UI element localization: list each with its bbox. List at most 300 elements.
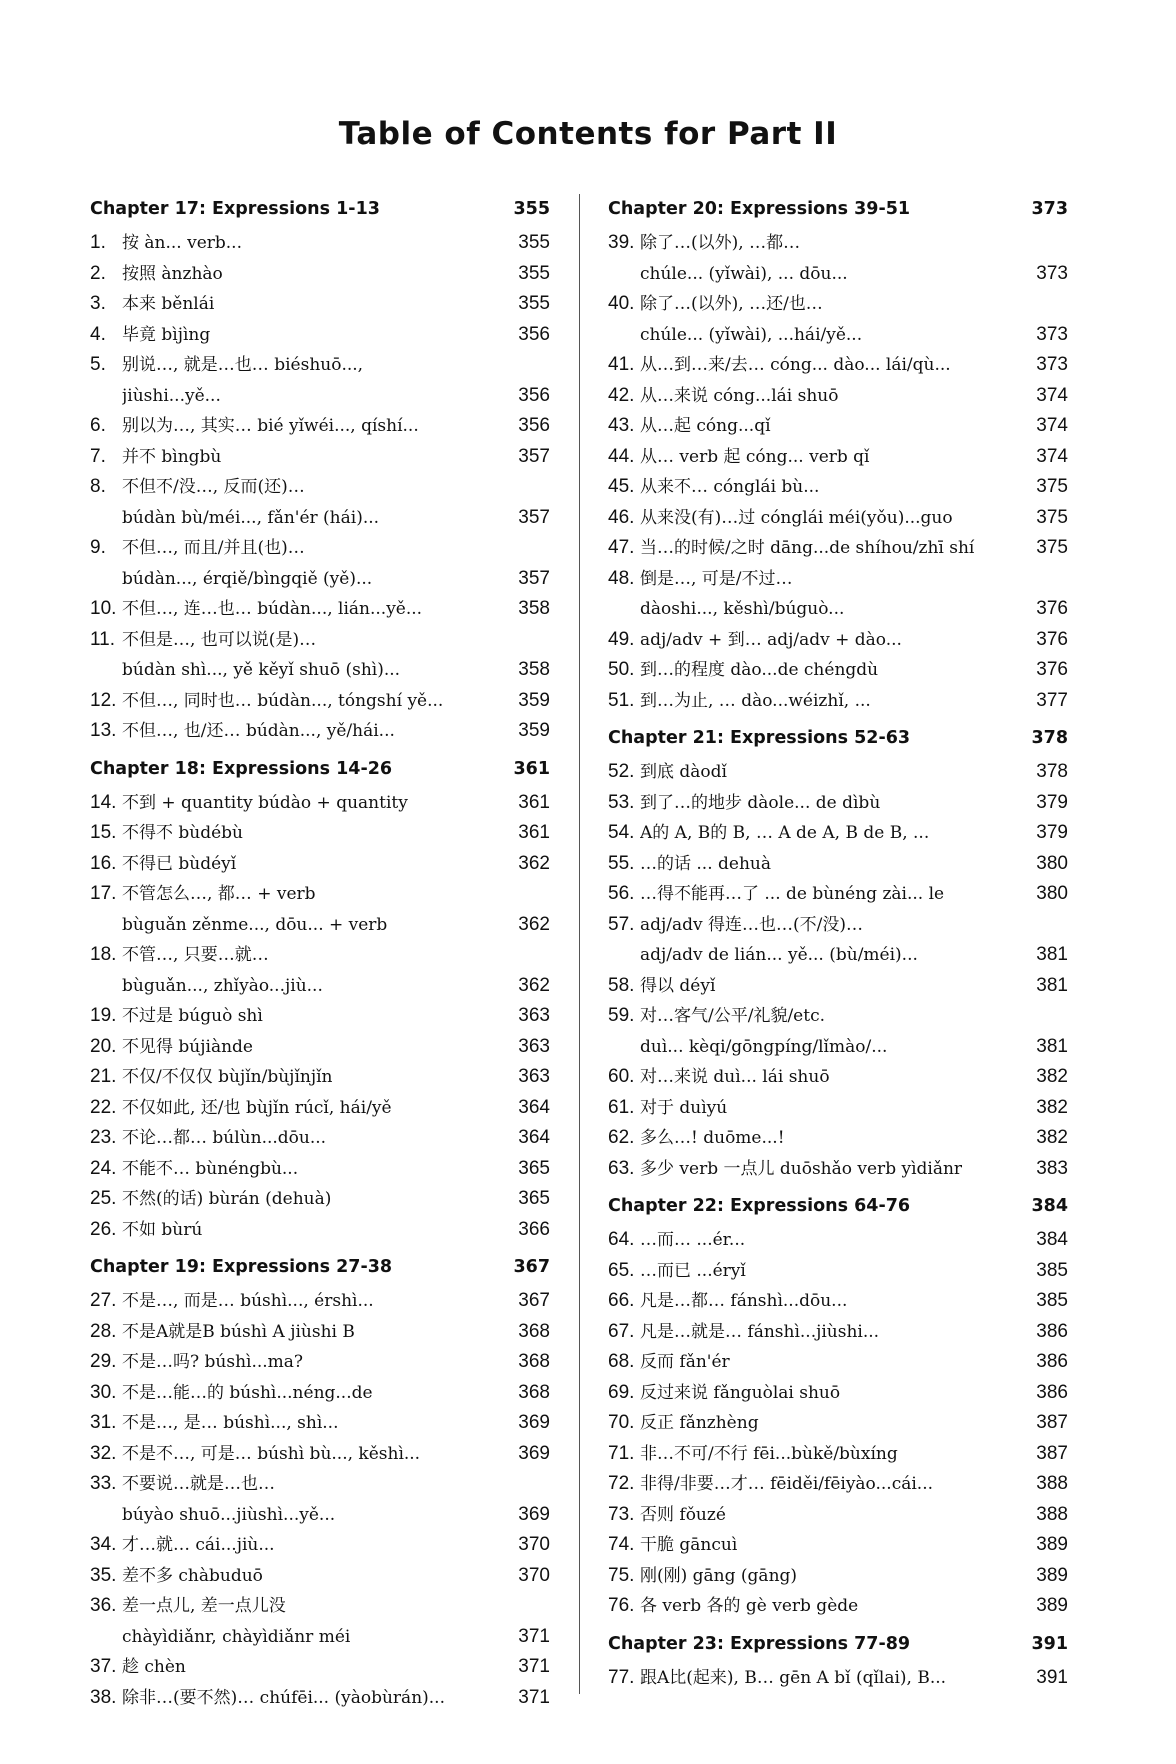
- entry-text: 不然(的话) bùrán (dehuà): [122, 1189, 332, 1209]
- entry-number: 6.: [90, 415, 106, 436]
- entry-text: 不仅/不仅仅 bùjǐn/bùjǐnjǐn: [122, 1067, 333, 1087]
- chapter-heading[interactable]: [90, 754, 550, 788]
- entry-number: 64.: [608, 1229, 635, 1250]
- entry-page: 387: [1036, 1412, 1068, 1433]
- entry-page: 363: [518, 1066, 550, 1087]
- entry-page: 364: [518, 1127, 550, 1148]
- entry-number: 43.: [608, 415, 635, 436]
- entry-text: 不但…, 同时也… búdàn..., tóngshí yě...: [122, 690, 444, 711]
- toc-entry[interactable]: [90, 1286, 550, 1317]
- entry-number: 49.: [608, 628, 635, 650]
- entry-page: 373: [1036, 323, 1068, 345]
- toc-entry[interactable]: [608, 1225, 1068, 1256]
- entry-number: 76.: [608, 1595, 635, 1616]
- entry-text: 趁 chèn: [122, 1657, 186, 1677]
- column-divider: [579, 194, 580, 1694]
- entry-number: 57.: [608, 913, 635, 935]
- entry-text: 到底 dàodǐ: [640, 762, 727, 782]
- entry-text: …而已 ...éryǐ: [640, 1260, 746, 1281]
- entry-page: 363: [518, 1005, 550, 1026]
- toc-entry[interactable]: [90, 228, 550, 259]
- toc-entry[interactable]: [90, 1001, 550, 1032]
- toc-entry[interactable]: [608, 1500, 1068, 1531]
- toc-entry[interactable]: [608, 1317, 1068, 1348]
- entry-number: 47.: [608, 537, 635, 558]
- entry-text: 按照 ànzhào: [122, 263, 223, 284]
- toc-entry[interactable]: [90, 411, 550, 442]
- entry-page: 358: [518, 598, 550, 619]
- entry-text: 才…就… cái...jiù...: [122, 1535, 275, 1555]
- entry-page: 355: [518, 262, 550, 284]
- toc-entry[interactable]: [608, 1062, 1068, 1093]
- entry-page: 373: [1036, 354, 1068, 375]
- entry-page: 359: [518, 689, 550, 711]
- entry-text: 不但…, 也/还… búdàn..., yě/hái...: [122, 721, 395, 741]
- entry-number: 19.: [90, 1005, 117, 1026]
- entry-page: 362: [518, 913, 550, 935]
- entry-text: 不见得 bújiànde: [122, 1036, 253, 1057]
- entry-page: 361: [518, 791, 550, 813]
- entry-page: 378: [1036, 761, 1068, 782]
- toc-entry[interactable]: [90, 1408, 550, 1439]
- entry-text: 除了…(以外), …都… chúle... (yǐwài), ... dōu...: [640, 233, 848, 284]
- entry-page: 357: [518, 567, 550, 589]
- entry-page: 382: [1036, 1127, 1068, 1148]
- entry-page: 379: [1036, 791, 1068, 813]
- entry-text: 并不 bìngbù: [122, 446, 222, 467]
- entry-text: 差一点儿, 差一点儿没 chàyìdiǎnr, chàyìdiǎnr méi: [122, 1596, 351, 1647]
- toc-entry[interactable]: [90, 1154, 550, 1185]
- entry-number: 25.: [90, 1188, 117, 1209]
- toc-entry[interactable]: [608, 849, 1068, 880]
- entry-text: 到…的程度 dào...de chéngdù: [640, 660, 879, 680]
- entry-number: 5.: [90, 354, 106, 375]
- entry-number: 18.: [90, 944, 117, 965]
- chapter-title: Chapter 21: Expressions 52-63: [608, 728, 911, 748]
- entry-number: 72.: [608, 1473, 635, 1494]
- entry-text: 凡是…都… fánshì...dōu...: [640, 1291, 848, 1311]
- toc-entry[interactable]: [90, 1347, 550, 1378]
- entry-text: 不仅如此, 还/也 bùjǐn rúcǐ, hái/yě: [122, 1097, 392, 1118]
- entry-text: 从来不… cónglái bù...: [640, 477, 820, 497]
- entry-number: 17.: [90, 883, 117, 904]
- entry-number: 34.: [90, 1534, 117, 1555]
- entry-page: 362: [518, 974, 550, 996]
- entry-text: 不管怎么…, 都… + verb bùguǎn zěnme..., dōu... + verb: [122, 884, 388, 935]
- entry-text: 不如 bùrú: [122, 1219, 203, 1240]
- entry-page: 389: [1036, 1534, 1068, 1555]
- entry-text: 对于 duìyú: [640, 1097, 728, 1118]
- entry-number: 15.: [90, 822, 117, 843]
- chapter-page: 373: [1031, 199, 1068, 219]
- chapter-heading[interactable]: [608, 194, 1068, 228]
- entry-number: 58.: [608, 974, 635, 996]
- entry-page: 380: [1036, 852, 1068, 874]
- entry-number: 50.: [608, 659, 635, 680]
- toc-entry[interactable]: [608, 1561, 1068, 1592]
- chapter-title: Chapter 19: Expressions 27-38: [90, 1257, 393, 1277]
- entry-page: 374: [1036, 445, 1068, 467]
- entry-page: 369: [518, 1503, 550, 1525]
- entry-page: 375: [1036, 506, 1068, 528]
- entry-text: A的 A, B的 B, … A de A, B de B, ...: [640, 823, 930, 843]
- entry-page: 376: [1036, 598, 1068, 619]
- entry-text: 否则 fǒuzé: [640, 1504, 726, 1525]
- entry-number: 51.: [608, 689, 635, 711]
- toc-entry[interactable]: [90, 1378, 550, 1409]
- entry-text: 不但…, 而且/并且(也)… búdàn..., érqiě/bìngqiě (yě)...: [122, 538, 373, 589]
- chapter-page: 378: [1031, 728, 1068, 748]
- entry-page: 370: [518, 1564, 550, 1586]
- entry-page: 386: [1036, 1381, 1068, 1403]
- entry-number: 44.: [608, 445, 635, 467]
- toc-entry[interactable]: [608, 228, 1068, 289]
- chapter-title: Chapter 22: Expressions 64-76: [608, 1196, 911, 1216]
- toc-entry[interactable]: [90, 940, 550, 1001]
- entry-number: 68.: [608, 1351, 635, 1372]
- entry-number: 28.: [90, 1320, 117, 1342]
- entry-page: 373: [1036, 262, 1068, 284]
- toc-entry[interactable]: [608, 1154, 1068, 1185]
- chapter-page: 384: [1031, 1196, 1068, 1216]
- toc-entry[interactable]: [90, 818, 550, 849]
- entry-number: 30.: [90, 1381, 117, 1403]
- entry-number: 41.: [608, 354, 635, 375]
- entry-text: …而… ...ér...: [640, 1230, 746, 1250]
- toc-entry[interactable]: [90, 259, 550, 290]
- toc-entry[interactable]: [608, 289, 1068, 350]
- toc-entry[interactable]: [608, 1408, 1068, 1439]
- entry-text: 不能不… bùnéngbù...: [122, 1158, 299, 1179]
- entry-text: 别以为…, 其实… bié yǐwéi..., qíshí...: [122, 416, 419, 436]
- toc-entry[interactable]: [608, 1439, 1068, 1470]
- toc-entry[interactable]: [608, 1663, 1068, 1694]
- entry-text: 到…为止, … dào...wéizhǐ, ...: [640, 690, 871, 711]
- chapter-heading[interactable]: [608, 723, 1068, 757]
- toc-entry[interactable]: [608, 350, 1068, 381]
- chapter-title: Chapter 20: Expressions 39-51: [608, 199, 911, 219]
- entry-text: 从…起 cóng...qǐ: [640, 416, 771, 436]
- entry-page: 380: [1036, 883, 1068, 904]
- entry-page: 369: [518, 1442, 550, 1464]
- entry-page: 381: [1036, 944, 1068, 965]
- toc-entry[interactable]: [608, 472, 1068, 503]
- entry-number: 7.: [90, 445, 106, 467]
- entry-text: 反正 fǎnzhèng: [640, 1413, 759, 1433]
- toc-entry[interactable]: [90, 442, 550, 473]
- entry-text: 当…的时候/之时 dāng...de shíhou/zhī shí: [640, 538, 975, 558]
- toc-entry[interactable]: [608, 411, 1068, 442]
- entry-number: 55.: [608, 852, 635, 874]
- toc-entry[interactable]: [608, 1530, 1068, 1561]
- entry-number: 24.: [90, 1157, 117, 1179]
- toc-entry[interactable]: [90, 1652, 550, 1683]
- chapter-page: 361: [513, 758, 550, 779]
- toc-entry[interactable]: [90, 1561, 550, 1592]
- entry-number: 77.: [608, 1666, 635, 1688]
- toc-entry[interactable]: [608, 1378, 1068, 1409]
- entry-text: 不过是 búguò shì: [122, 1006, 263, 1026]
- toc-entry[interactable]: [90, 1215, 550, 1246]
- entry-text: 从来没(有)…过 cónglái méi(yǒu)...guo: [640, 507, 953, 528]
- entry-text: …得不能再…了 ... de bùnéng zài... le: [640, 884, 945, 904]
- toc-entry[interactable]: [608, 1256, 1068, 1287]
- toc-entry[interactable]: [90, 594, 550, 625]
- toc-entry[interactable]: [608, 1001, 1068, 1062]
- entry-number: 4.: [90, 323, 106, 345]
- chapter-heading[interactable]: [608, 1629, 1068, 1663]
- entry-text: 各 verb 各的 gè verb gède: [640, 1596, 859, 1616]
- entry-page: 389: [1036, 1564, 1068, 1586]
- toc-entry[interactable]: [608, 655, 1068, 686]
- entry-page: 363: [518, 1035, 550, 1057]
- entry-page: 375: [1036, 537, 1068, 558]
- entry-number: 60.: [608, 1066, 635, 1087]
- entry-text: 不到 + quantity búdào + quantity: [122, 792, 408, 813]
- entry-text: 对…来说 duì... lái shuō: [640, 1067, 830, 1087]
- entry-number: 29.: [90, 1351, 117, 1372]
- toc-entry[interactable]: [90, 1439, 550, 1470]
- entry-number: 73.: [608, 1503, 635, 1525]
- toc-entry[interactable]: [608, 1347, 1068, 1378]
- toc-entry[interactable]: [608, 818, 1068, 849]
- entry-number: 70.: [608, 1412, 635, 1433]
- entry-page: 385: [1036, 1259, 1068, 1281]
- entry-page: 359: [518, 720, 550, 741]
- toc-entry[interactable]: [90, 1093, 550, 1124]
- toc-entry[interactable]: [608, 1469, 1068, 1500]
- toc-column-left: [90, 194, 550, 1713]
- entry-text: 得以 déyǐ: [640, 975, 716, 996]
- entry-number: 45.: [608, 476, 635, 497]
- entry-text: 从…来说 cóng...lái shuō: [640, 385, 839, 406]
- entry-text: 不是…吗? búshì...ma?: [122, 1352, 304, 1372]
- entry-page: 365: [518, 1157, 550, 1179]
- entry-page: 376: [1036, 628, 1068, 650]
- toc-entry[interactable]: [608, 1123, 1068, 1154]
- entry-number: 42.: [608, 384, 635, 406]
- toc-entry[interactable]: [608, 533, 1068, 564]
- entry-number: 1.: [90, 232, 106, 253]
- entry-page: 371: [518, 1686, 550, 1708]
- toc-entry[interactable]: [90, 849, 550, 880]
- toc-entry[interactable]: [90, 1469, 550, 1530]
- entry-number: 12.: [90, 689, 117, 711]
- entry-page: 382: [1036, 1096, 1068, 1118]
- entry-text: 凡是…就是… fánshì...jiùshi...: [640, 1321, 880, 1342]
- toc-column-right: [608, 194, 1068, 1693]
- page-title: Table of Contents for Part II: [338, 116, 838, 152]
- entry-text: 非得/非要…才… fēiděi/fēiyào...cái...: [640, 1474, 934, 1494]
- chapter-page: 367: [513, 1257, 550, 1277]
- toc-entry[interactable]: [608, 1093, 1068, 1124]
- entry-number: 9.: [90, 537, 106, 558]
- entry-page: 357: [518, 445, 550, 467]
- entry-page: 381: [1036, 974, 1068, 996]
- toc-entry[interactable]: [90, 289, 550, 320]
- entry-page: 355: [518, 293, 550, 314]
- entry-page: 382: [1036, 1066, 1068, 1087]
- entry-number: 65.: [608, 1259, 635, 1281]
- entry-number: 10.: [90, 598, 117, 619]
- entry-text: 非…不可/不行 fēi...bùkě/bùxíng: [640, 1443, 898, 1464]
- toc-entry[interactable]: [608, 686, 1068, 717]
- entry-page: 365: [518, 1188, 550, 1209]
- toc-entry[interactable]: [90, 1062, 550, 1093]
- chapter-page: 355: [513, 199, 550, 219]
- entry-text: 除非…(要不然)… chúfēi... (yàobùrán)...: [122, 1687, 445, 1708]
- entry-page: 364: [518, 1096, 550, 1118]
- toc-entry[interactable]: [90, 1591, 550, 1652]
- entry-page: 391: [1036, 1666, 1068, 1688]
- toc-entry[interactable]: [608, 757, 1068, 788]
- entry-number: 46.: [608, 506, 635, 528]
- entry-number: 39.: [608, 232, 635, 253]
- entry-text: 不但…, 连…也… búdàn..., lián...yě...: [122, 599, 423, 619]
- toc-entry[interactable]: [608, 1286, 1068, 1317]
- entry-page: 356: [518, 323, 550, 345]
- entry-text: 不但是…, 也可以说(是)… búdàn shì..., yě kěyǐ shuō (shì)...: [122, 629, 401, 680]
- toc-entry[interactable]: [90, 879, 550, 940]
- entry-text: 不是…能…的 búshì...néng...de: [122, 1382, 373, 1403]
- toc-entry[interactable]: [608, 910, 1068, 971]
- entry-text: 对…客气/公平/礼貌/etc. duì... kèqi/gōngpíng/lǐmào/...: [640, 1006, 888, 1057]
- toc-entry[interactable]: [608, 503, 1068, 534]
- entry-text: 反而 fǎn'ér: [640, 1352, 730, 1372]
- toc-entry[interactable]: [90, 320, 550, 351]
- entry-page: 386: [1036, 1351, 1068, 1372]
- entry-number: 8.: [90, 476, 106, 497]
- entry-text: 本来 běnlái: [122, 294, 215, 314]
- entry-number: 27.: [90, 1290, 117, 1311]
- entry-number: 36.: [90, 1595, 117, 1616]
- entry-text: 不管…, 只要…就… bùguǎn..., zhǐyào...jiù...: [122, 945, 323, 996]
- entry-text: 不但不/没…, 反而(还)… búdàn bù/méi..., fǎn'ér (hái)...: [122, 477, 380, 528]
- entry-text: 不论…都… búlùn...dōu...: [122, 1128, 327, 1148]
- toc-entry[interactable]: [90, 625, 550, 686]
- toc-entry[interactable]: [608, 879, 1068, 910]
- entry-page: 361: [518, 822, 550, 843]
- entry-page: 357: [518, 506, 550, 528]
- toc-entry[interactable]: [90, 533, 550, 594]
- entry-number: 52.: [608, 761, 635, 782]
- toc-entry[interactable]: [90, 1184, 550, 1215]
- entry-text: 不得已 bùdéyǐ: [122, 853, 237, 874]
- entry-number: 56.: [608, 883, 635, 904]
- toc-entry[interactable]: [90, 1123, 550, 1154]
- entry-page: 386: [1036, 1320, 1068, 1342]
- entry-text: …的话 ... dehuà: [640, 853, 771, 874]
- toc-entry[interactable]: [90, 1317, 550, 1348]
- entry-page: 389: [1036, 1595, 1068, 1616]
- toc-entry[interactable]: [608, 625, 1068, 656]
- chapter-heading[interactable]: [90, 194, 550, 228]
- entry-text: 不是…, 是… búshì..., shì...: [122, 1413, 339, 1433]
- toc-entry[interactable]: [90, 788, 550, 819]
- toc-entry[interactable]: [608, 442, 1068, 473]
- entry-page: 388: [1036, 1473, 1068, 1494]
- entry-number: 21.: [90, 1066, 117, 1087]
- entry-page: 377: [1036, 689, 1068, 711]
- entry-page: 356: [518, 384, 550, 406]
- entry-page: 375: [1036, 476, 1068, 497]
- entry-text: 从…到…来/去… cóng... dào... lái/qù...: [640, 355, 951, 375]
- entry-page: 376: [1036, 659, 1068, 680]
- toc-entry[interactable]: [90, 686, 550, 717]
- entry-page: 358: [518, 659, 550, 680]
- entry-text: 倒是…, 可是/不过… dàoshi..., kěshì/búguò...: [640, 568, 845, 619]
- chapter-title: Chapter 18: Expressions 14-26: [90, 758, 393, 779]
- entry-text: 别说…, 就是…也… biéshuō..., jiùshi...yě...: [122, 355, 364, 406]
- entry-number: 61.: [608, 1096, 635, 1118]
- entry-number: 48.: [608, 567, 635, 589]
- entry-number: 3.: [90, 293, 106, 314]
- entry-text: 干脆 gāncuì: [640, 1535, 738, 1555]
- entry-text: 不得不 bùdébù: [122, 823, 244, 843]
- entry-number: 37.: [90, 1656, 117, 1677]
- toc-entry[interactable]: [90, 1683, 550, 1714]
- entry-number: 63.: [608, 1157, 635, 1179]
- toc-entry[interactable]: [90, 716, 550, 747]
- toc-entry[interactable]: [608, 381, 1068, 412]
- entry-number: 62.: [608, 1127, 635, 1148]
- entry-number: 40.: [608, 293, 635, 314]
- toc-entry[interactable]: [90, 472, 550, 533]
- toc-entry[interactable]: [608, 1591, 1068, 1622]
- entry-page: 368: [518, 1320, 550, 1342]
- entry-number: 67.: [608, 1320, 635, 1342]
- entry-page: 362: [518, 852, 550, 874]
- toc-entry[interactable]: [90, 1530, 550, 1561]
- chapter-heading[interactable]: [90, 1252, 550, 1286]
- toc-entry[interactable]: [90, 1032, 550, 1063]
- entry-text: 不是A就是B búshì A jiùshi B: [122, 1321, 355, 1342]
- entry-page: 367: [518, 1290, 550, 1311]
- entry-page: 383: [1036, 1157, 1068, 1179]
- entry-page: 366: [518, 1218, 550, 1240]
- entry-number: 69.: [608, 1381, 635, 1403]
- toc-entry[interactable]: [608, 971, 1068, 1002]
- entry-text: 不要说…就是…也… búyào shuō...jiùshì...yě...: [122, 1474, 336, 1525]
- entry-text: 按 àn... verb...: [122, 233, 242, 253]
- entry-number: 23.: [90, 1127, 117, 1148]
- entry-page: 371: [518, 1625, 550, 1647]
- entry-text: 跟A比(起来), B… gēn A bǐ (qǐlai), B...: [640, 1667, 947, 1688]
- entry-text: 差不多 chàbuduō: [122, 1565, 263, 1586]
- entry-page: 374: [1036, 415, 1068, 436]
- toc-entry[interactable]: [608, 788, 1068, 819]
- toc-entry[interactable]: [608, 564, 1068, 625]
- entry-number: 22.: [90, 1096, 117, 1118]
- entry-number: 13.: [90, 720, 117, 741]
- entry-text: 反过来说 fǎnguòlai shuō: [640, 1382, 841, 1403]
- entry-number: 74.: [608, 1534, 635, 1555]
- entry-text: 毕竟 bìjìng: [122, 324, 211, 345]
- chapter-heading[interactable]: [608, 1191, 1068, 1225]
- entry-page: 370: [518, 1534, 550, 1555]
- entry-page: 388: [1036, 1503, 1068, 1525]
- entry-number: 38.: [90, 1686, 117, 1708]
- entry-number: 33.: [90, 1473, 117, 1494]
- chapter-page: 391: [1031, 1633, 1068, 1654]
- entry-number: 75.: [608, 1564, 635, 1586]
- entry-number: 59.: [608, 1005, 635, 1026]
- entry-text: 不是…, 而是… búshì..., érshì...: [122, 1291, 374, 1311]
- entry-text: 除了…(以外), …还/也… chúle... (yǐwài), ...hái/yě...: [640, 294, 863, 345]
- entry-number: 66.: [608, 1290, 635, 1311]
- entry-text: 不是不…, 可是… búshì bù..., kěshì...: [122, 1443, 421, 1464]
- toc-entry[interactable]: [90, 350, 550, 411]
